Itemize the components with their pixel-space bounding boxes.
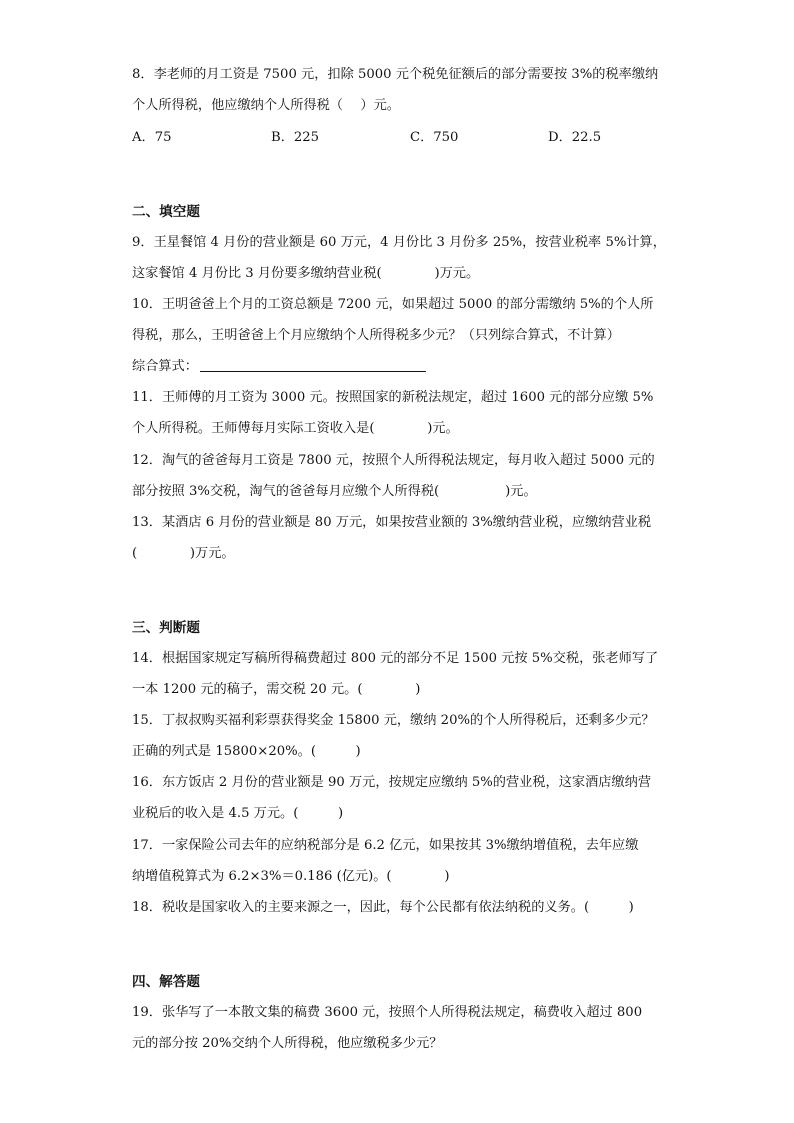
q19-line-1: 19．张华写了一本散文集的稿费 3600 元，按照个人所得税法规定，稿费收入超过 800: [132, 1005, 643, 1020]
q17-line-2: 纳增值税算式为 6.2×3%＝0.186 (亿元)。( ): [132, 869, 450, 884]
q8-line-1: 8．李老师的月工资是 7500 元，扣除 5000 元个税免征额后的部分需要按 3%的税率缴纳: [132, 67, 659, 82]
q8-option-a: A．75: [132, 130, 172, 145]
q10-formula-label: 综合算式：: [132, 359, 198, 374]
q9-line-2: 这家餐馆 4 月份比 3 月份要多缴纳营业税( )万元。: [132, 266, 480, 281]
q8-line-2: 个人所得税，他应缴纳个人所得税（ ）元。: [132, 98, 400, 113]
q8-option-b: B．225: [271, 130, 320, 145]
q10-line-2: 得税，那么，王明爸爸上个月应缴纳个人所得税多少元？（只列综合算式，不计算）: [132, 328, 620, 343]
q19-line-2: 元的部分按 20%交纳个人所得税，他应缴税多少元？: [132, 1036, 443, 1051]
q15-line-1: 15．丁叔叔购买福利彩票获得奖金 15800 元，缴纳 20%的个人所得税后，还剩多少元？: [132, 713, 655, 728]
section-judge-heading: 三、判断题: [132, 620, 200, 636]
q14-line-1: 14．根据国家规定写稿所得稿费超过 800 元的部分不足 1500 元按 5%交税，张老师写了: [132, 651, 659, 666]
q13-line-2: ( )万元。: [132, 546, 235, 561]
q16-line-2: 业税后的收入是 4.5 万元。( ): [132, 806, 344, 821]
q8-option-d: D．22.5: [548, 130, 602, 145]
section-fill-blank-heading: 二、填空题: [132, 204, 200, 220]
q9-line-1: 9．王星餐馆 4 月份的营业额是 60 万元，4 月份比 3 月份多 25%，按营业税率 5%计算，: [132, 235, 666, 250]
q18-line-1: 18．税收是国家收入的主要来源之一，因此，每个公民都有依法纳税的义务。( ): [132, 900, 634, 915]
q8-option-c: C．750: [410, 130, 459, 145]
section-answer-heading: 四、解答题: [132, 974, 200, 990]
q10-line-3: [132, 357, 426, 377]
q12-line-1: 12．淘气的爸爸每月工资是 7800 元，按照个人所得税法规定，每月收入超过 5000 元的: [132, 453, 655, 468]
q8-options: [0, 128, 794, 148]
q11-line-2: 个人所得税。王师傅每月实际工资收入是( )元。: [132, 421, 459, 436]
q10-answer-underline: [200, 357, 426, 372]
q10-line-1: 10．王明爸爸上个月的工资总额是 7200 元，如果超过 5000 的部分需缴纳 5%的个人所: [132, 297, 654, 312]
q11-line-1: 11．王师傅的月工资为 3000 元。按照国家的新税法规定，超过 1600 元的部分应缴 5%: [132, 390, 654, 405]
q13-line-1: 13．某酒店 6 月份的营业额是 80 万元，如果按营业额的 3%缴纳营业税，应缴纳营业税: [132, 515, 652, 530]
q12-line-2: 部分按照 3%交税，淘气的爸爸每月应缴个人所得税( )元。: [132, 484, 537, 499]
q16-line-1: 16．东方饭店 2 月份的营业额是 90 万元，按规定应缴纳 5%的营业税，这家酒店缴纳营: [132, 775, 652, 790]
q15-line-2: 正确的列式是 15800×20%。( ): [132, 744, 361, 759]
q17-line-1: 17．一家保险公司去年的应纳税部分是 6.2 亿元，如果按其 3%缴纳增值税，去年应缴: [132, 838, 639, 853]
q14-line-2: 一本 1200 元的稿子，需交税 20 元。( ): [132, 682, 421, 697]
